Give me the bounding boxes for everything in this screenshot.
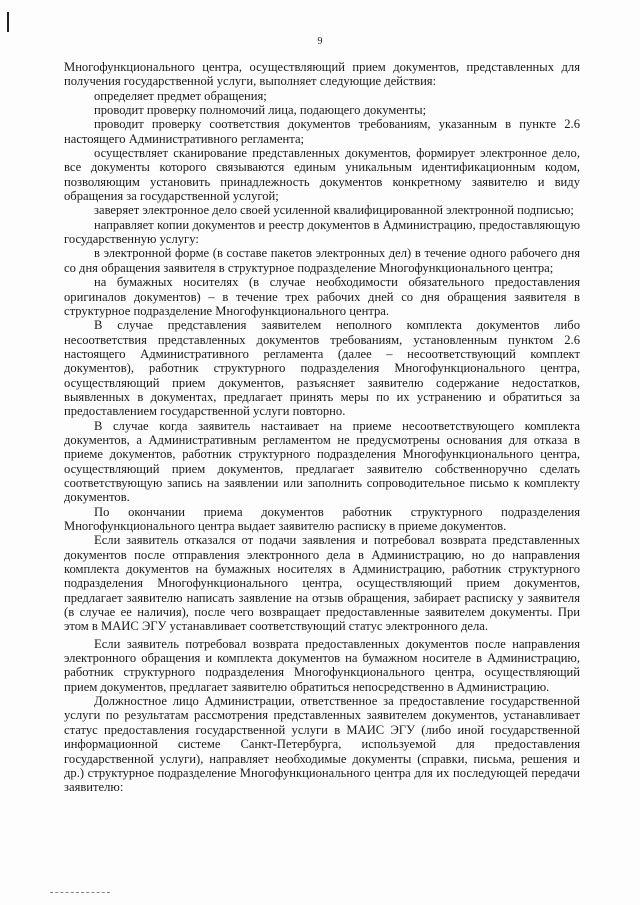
paragraph: на бумажных носителях (в случае необходимости обязательного предоставления оригиналов документов) – в течение трех рабочих дней со дня обращения заявителя в структурное подразделение Многофункционального центра. [64, 275, 580, 318]
paragraph: В случае когда заявитель настаивает на приеме несоответствующего комплекта документов, а Административным регламентом не предусмотрены основания для отказа в приеме документов, работник структурного подразделения Многофункционального центра, осуществляющий прием документов, предлагает заявителю собственноручно сделать соответствующую запись на заявлении или заполнить сопроводительное письмо к комплекту документов. [64, 418, 580, 505]
paragraph: Многофункционального центра, осуществляющий прием документов, представленных для получения государственной услуги, выполняет следующие действия: [64, 60, 580, 89]
body-text [64, 60, 580, 795]
paragraph: По окончании приема документов работник структурного подразделения Многофункционального центра выдает заявителю расписку в приеме документов. [64, 504, 580, 533]
scan-edge-mark [7, 12, 9, 32]
paragraph: направляет копии документов и реестр документов в Администрацию, предоставляющую государственную услугу: [64, 217, 580, 247]
paragraph: Если заявитель отказался от подачи заявления и потребовал возврата представленных документов после отправления электронного дела в Администрацию, но до направления комплекта документов на бумажных носителях в Администрацию, работник структурного подразделения Многофункционального центра, осуществляющий прием документов, предлагает заявителю написать заявление на отзыв обращения, забирает расписку у заявителя (в случае ее наличия), после чего возвращает предоставленные заявителем документы. При этом в МАИС ЭГУ устанавливает соответствующий статус электронного дела. [64, 533, 580, 634]
paragraph: определяет предмет обращения; [94, 88, 267, 103]
page-number: 9 [317, 36, 323, 47]
scan-footer-mark [50, 892, 110, 893]
paragraph: осуществляет сканирование представленных документов, формирует электронное дело, все документы которого связываются единым уникальным идентификационным кодом, позволяющим установить принадлежность документов конкретному заявителю и виду обращения за государственной услугой; [64, 146, 580, 204]
paragraph: В случае представления заявителем неполного комплекта документов либо несоответствия представленных документов требованиям, установленным пунктом 2.6 настоящего Административного регламента (далее – несоответствующий комплект документов), работник структурного подразделения Многофункционального центра, осуществляющий прием документов, разъясняет заявителю содержание недостатков, выявленных в документах, предлагает принять меры по их устранению и обратиться за предоставлением государственной услуги повторно. [64, 318, 580, 419]
paragraph: в электронной форме (в составе пакетов электронных дел) в течение одного рабочего дня со дня обращения заявителя в структурное подразделение Многофункционального центра; [64, 246, 580, 275]
paragraph: проводит проверку соответствия документов требованиям, указанным в пункте 2.6 настоящего Административного регламента; [64, 117, 580, 146]
paragraph: Должностное лицо Администрации, ответственное за предоставление государственной услуги по результатам рассмотрения представленных заявителем документов, устанавливает статус предоставления государственной услуги в МАИС ЭГУ (либо иной государственной информационной системе Санкт-Петербурга, используемой для предоставления государственной услуги), направляет необходимые документы (справки, письма, решения и др.) структурное подразделение Многофункционального центра для их последующей передачи заявителю: [64, 694, 580, 795]
paragraph: Если заявитель потребовал возврата предоставленных документов после направления электронного обращения и комплекта документов на бумажном носителе в Администрацию, работник структурного подразделения Многофункционального центра, осуществляющий прием документов, предлагает заявителю обратиться непосредственно в Администрацию. [64, 636, 580, 694]
paragraph: заверяет электронное дело своей усиленной квалифицированной электронной подписью; [94, 203, 574, 218]
paragraph: проводит проверку полномочий лица, подающего документы; [94, 103, 427, 118]
